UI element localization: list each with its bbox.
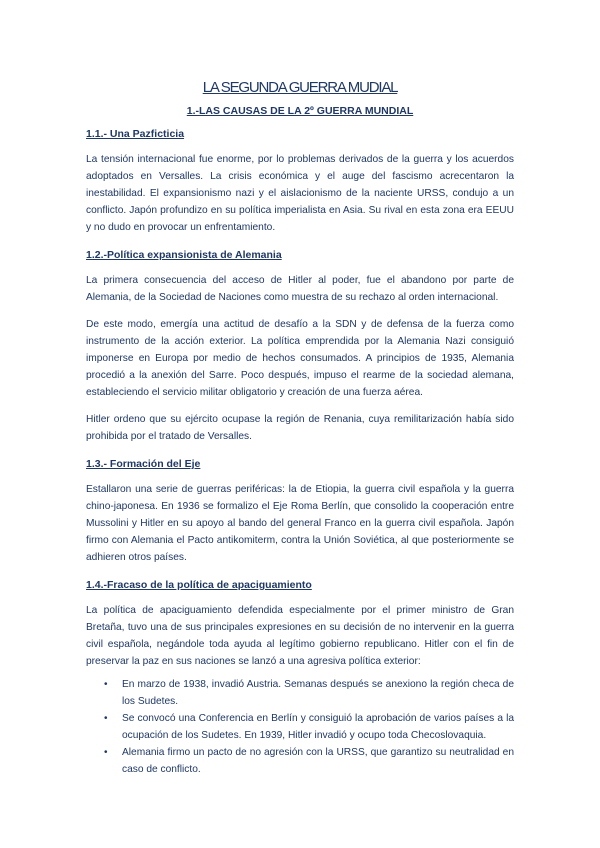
list-item <box>104 744 514 778</box>
paragraph: Estallaron una serie de guerras periféricas: la de Etiopia, la guerra civil española y la guerra chino-japonesa. En 1936 se formalizo el Eje Roma Berlín, que consolido la cooperación entre Mussolini y Hitler en su apoyo al bando del general Franco en la guerra civil española. Japón firmo con Alemania el Pacto antikomiterm, contra la Unión Soviética, al que posteriormente se adhieren otros países. <box>86 484 514 563</box>
bullet-icon: • <box>104 679 108 690</box>
section-heading-1-1: 1.1.- Una Pazficticia <box>86 128 185 140</box>
section-heading-1-2: 1.2.-Política expansionista de Alemania <box>86 249 282 261</box>
bullet-icon: • <box>104 747 108 758</box>
paragraph: De este modo, emergía una actitud de desafío a la SDN y de defensa de la fuerza como instrumento de la acción exterior. La política emprendida por la Alemania Nazi consiguió imponerse en Europa por medio de hechos consumados. A principios de 1935, Alemania procedió a la anexión del Sarre. Poco después, impuso el rearme de la sociedad alemana, estableciendo el servicio militar obligatorio y creación de una fuerza aérea. <box>86 319 514 398</box>
page-title: LA SEGUNDA GUERRA MUDIAL <box>202 79 398 96</box>
list-item-text: Alemania firmo un pacto de no agresión con la URSS, que garantizo su neutralidad en caso de conflicto. <box>122 747 514 775</box>
section-heading-1-3: 1.3.- Formación del Eje <box>86 458 201 470</box>
list-item <box>104 676 514 710</box>
section-heading-1-4: 1.4.-Fracaso de la política de apaciguamiento <box>86 579 312 591</box>
list-item-text: En marzo de 1938, invadió Austria. Semanas después se anexiono la región checa de los Sudetes. <box>122 679 514 707</box>
paragraph: La política de apaciguamiento defendida especialmente por el primer ministro de Gran Bretaña, tuvo una de sus principales expresiones en su decisión de no intervenir en la guerra civil española, negándole toda ayuda al legítimo gobierno republicano. Hitler con el fin de preservar la paz en sus naciones se lanzó a una agresiva política exterior: <box>86 605 514 667</box>
paragraph: La primera consecuencia del acceso de Hitler al poder, fue el abandono por parte de Alemania, de la Sociedad de Naciones como muestra de su rechazo al orden internacional. <box>86 275 514 303</box>
page-subtitle: 1.-LAS CAUSAS DE LA 2º GUERRA MUNDIAL <box>186 105 414 117</box>
paragraph: La tensión internacional fue enorme, por lo problemas derivados de la guerra y los acuerdos adoptados en Versalles. La crisis económica y el auge del fascismo acrecentaron la inestabilidad. El expansionismo nazi y el aislacionismo de la naciente URSS, condujo a un conflicto. Japón profundizo en su política imperialista en Asia. Su rival en esta zona era EEUU y no dudo en provocar un enfrentamiento. <box>86 154 514 233</box>
bullet-list <box>86 676 514 778</box>
list-item-text: Se convocó una Conferencia en Berlín y consiguió la aprobación de varios países a la ocupación de los Sudetes. En 1939, Hitler invadió y ocupo toda Checoslovaquia. <box>122 713 514 741</box>
paragraph: Hitler ordeno que su ejército ocupase la región de Renania, cuya remilitarización había sido prohibida por el tratado de Versalles. <box>86 414 514 442</box>
bullet-icon: • <box>104 713 108 724</box>
list-item <box>104 710 514 744</box>
